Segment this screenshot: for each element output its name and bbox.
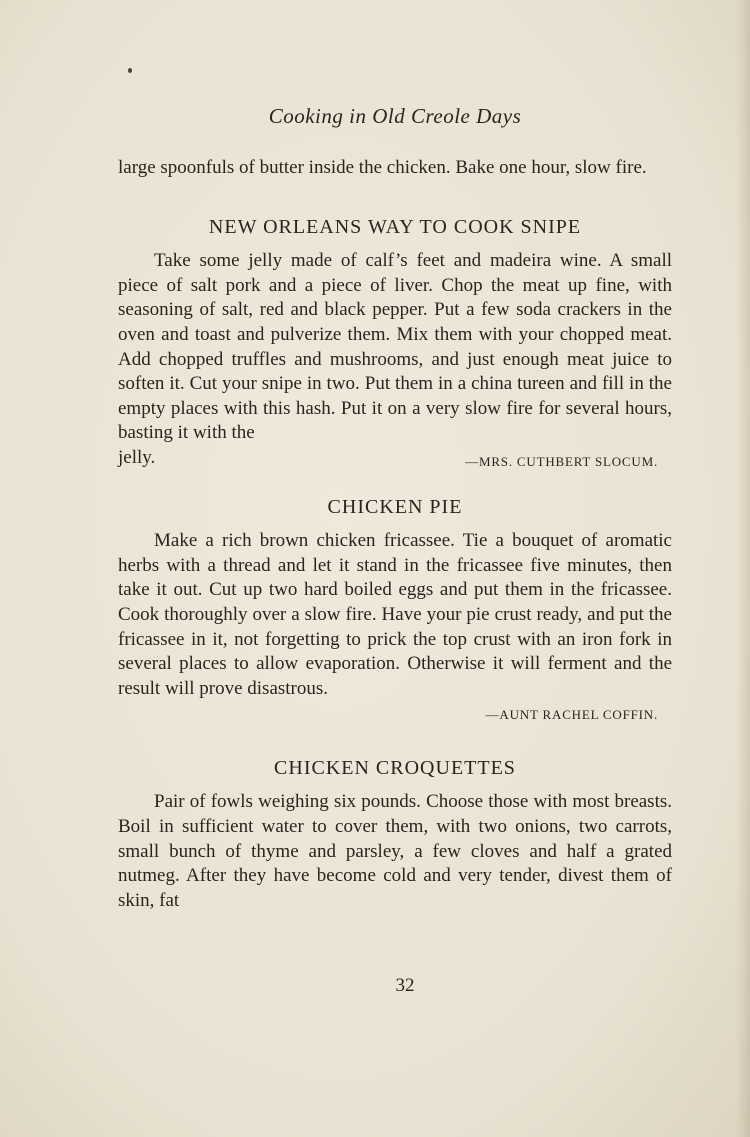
recipe-body-chicken-croquettes: Pair of fowls weighing six pounds. Choose those with most breasts. Boil in sufficient water to cover them, with two onions, two carrots, small bunch of thyme and parsley, a few cloves and half a grated nutmeg. After they have become cold and very tender, divest them of skin, fat [118, 791, 672, 911]
page-body [118, 156, 672, 913]
ink-speck [128, 68, 132, 73]
recipe-title-chicken-croquettes: CHICKEN CROQUETTES [274, 756, 516, 779]
signature-coffin: —AUNT RACHEL COFFIN. [485, 707, 658, 723]
recipe-title-chicken-pie: CHICKEN PIE [327, 495, 463, 518]
snipe-closing-line [118, 446, 672, 471]
recipe-body-snipe: Take some jelly made of calf’s feet and madeira wine. A small piece of salt pork and a piece of liver. Chop the meat up fine, with seasoning of salt, red and black pepper. Put a few soda crackers in the oven and toast and pulverize them. Mix them with your chopped meat. Add chopped truffles and mushrooms, and just enough meat juice to soften it. Cut your snipe in two. Put them in a china tureen and fill in the empty places with this hash. Put it on a very slow fire for several hours, basting it with the [118, 250, 672, 444]
page-edge-shadow [736, 0, 750, 1137]
recipe-body-chicken-pie: Make a rich brown chicken fricassee. Tie a bouquet of aromatic herbs with a thread and let it stand in the fricassee five minutes, then take it out. Cut up two hard boiled eggs and put them in the fricassee. Cook thoroughly over a slow fire. Have your pie crust ready, and put the fricassee in it, not forgetting to prick the top crust with an iron fork in several places to allow evaporation. Otherwise it will ferment and the result will prove disastrous. [118, 530, 672, 699]
recipe-title-snipe: NEW ORLEANS WAY TO COOK SNIPE [208, 215, 582, 238]
signature-slocum: —MRS. CUTHBERT SLOCUM. [465, 453, 658, 469]
intro-paragraph: large spoonfuls of butter inside the chicken. Bake one hour, slow fire. [118, 157, 647, 178]
page-number: 32 [395, 975, 415, 996]
recipe-body-snipe-last-word: jelly. [118, 446, 156, 468]
running-title: Cooking in Old Creole Days [268, 104, 522, 128]
